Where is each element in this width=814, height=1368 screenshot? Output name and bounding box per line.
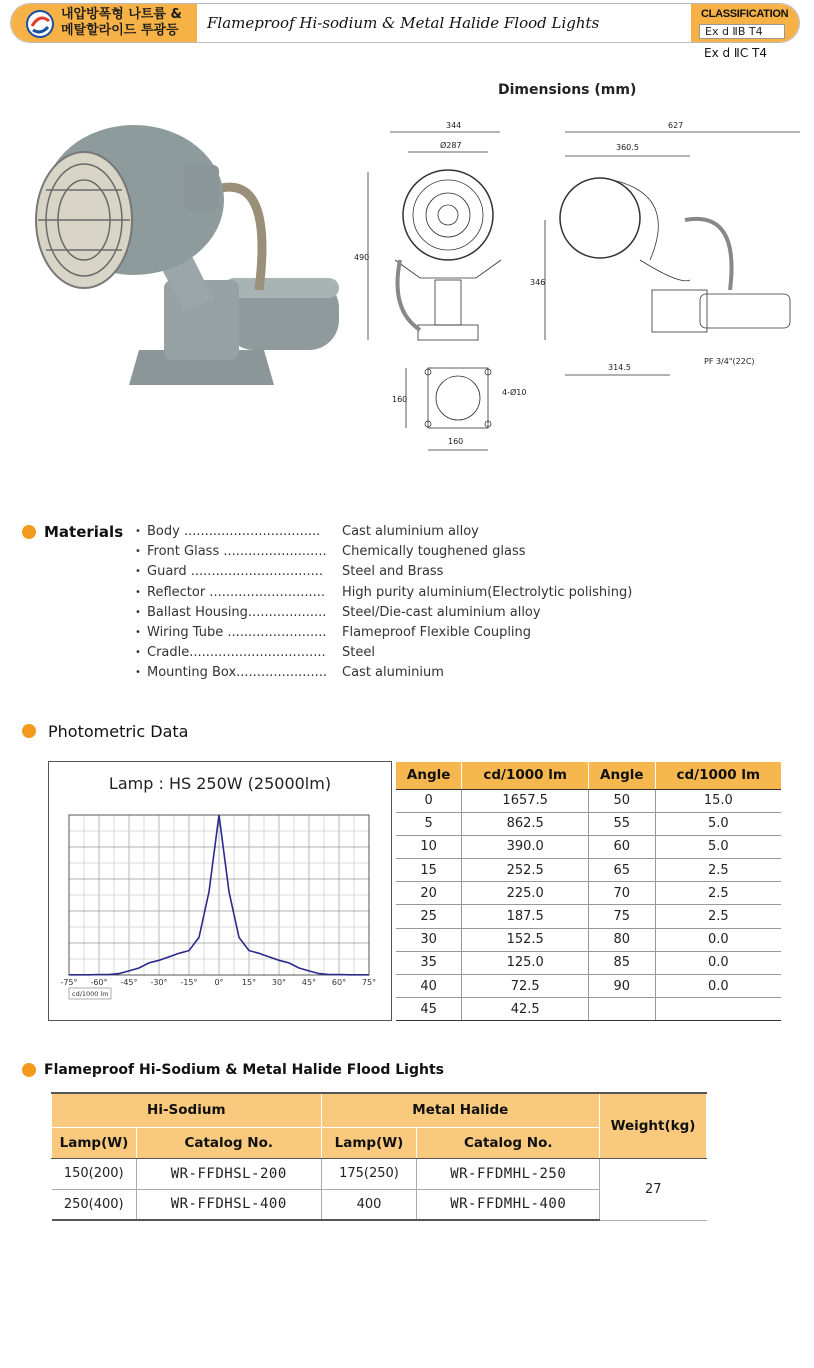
material-row xyxy=(135,643,655,663)
photometric-cell: 35 xyxy=(396,951,462,974)
photometric-cell: 125.0 xyxy=(462,951,589,974)
photometric-row xyxy=(396,998,781,1021)
photometric-cell: 80 xyxy=(588,928,655,951)
company-logo xyxy=(25,9,55,39)
bullet-dot: • xyxy=(135,606,141,618)
x-tick-label: -60° xyxy=(90,978,108,987)
photometric-header: cd/1000 lm xyxy=(655,762,781,789)
photometric-bullet xyxy=(22,724,36,738)
material-name: Body ................................. xyxy=(147,524,321,539)
x-tick-label: -30° xyxy=(150,978,168,987)
photometric-cell: 2.5 xyxy=(655,905,781,928)
product-bullet xyxy=(22,1063,36,1077)
photometric-cell: 2.5 xyxy=(655,882,781,905)
photometric-cell: 862.5 xyxy=(462,812,589,835)
photometric-cell: 75 xyxy=(588,905,655,928)
dim-base-depth: 160 xyxy=(392,395,408,404)
material-value: Steel/Die-cast aluminium alloy xyxy=(342,604,541,620)
x-tick-label: 0° xyxy=(214,978,224,987)
weight-value: 27 xyxy=(600,1158,707,1220)
photometric-table xyxy=(396,762,781,1021)
dim-base-width: 160 xyxy=(448,437,464,446)
korean-title-line1: 내압방폭형 나트륨 & xyxy=(61,7,182,22)
bullet-dot: • xyxy=(135,526,141,537)
material-name: Wiring Tube ........................ xyxy=(147,624,327,640)
korean-title-line2: 메탈할라이드 투광등 xyxy=(61,23,179,38)
material-value: Chemically toughened glass xyxy=(342,544,526,560)
photometric-row xyxy=(396,975,781,998)
bullet-dot: • xyxy=(135,586,141,598)
photometric-cell: 55 xyxy=(588,812,655,835)
photometric-cell: 50 xyxy=(588,789,655,812)
photometric-row xyxy=(396,812,781,835)
photometric-cell: 45 xyxy=(396,998,462,1021)
photometric-cell: 10 xyxy=(396,835,462,858)
material-row xyxy=(135,663,655,683)
dim-side-length: 627 xyxy=(668,121,684,130)
english-title: Flameproof Hi-sodium & Metal Halide Flood Lights xyxy=(207,14,600,32)
x-tick-label: 60° xyxy=(331,978,347,987)
photometric-row xyxy=(396,928,781,951)
photometric-cell: 5.0 xyxy=(655,812,781,835)
photometric-cell: 1657.5 xyxy=(462,789,589,812)
photometric-cell: 0.0 xyxy=(655,951,781,974)
hs-lamp-header: Lamp(W) xyxy=(52,1127,137,1158)
mh-catalog: WR-FFDMHL-400 xyxy=(417,1189,600,1220)
material-value: High purity aluminium(Electrolytic polishing) xyxy=(342,584,633,600)
dim-side-thread: PF 3/4"(22C) xyxy=(704,357,755,366)
material-name: Ballast Housing................... xyxy=(147,604,327,620)
product-photo xyxy=(24,110,344,390)
materials-list xyxy=(135,522,655,684)
material-name: Cradle................................. xyxy=(147,645,326,661)
photometric-cell: 60 xyxy=(588,835,655,858)
korean-title-panel xyxy=(11,4,197,42)
hs-catalog: WR-FFDHSL-200 xyxy=(136,1158,321,1189)
material-value: Steel and Brass xyxy=(342,564,444,580)
photometric-cell: 252.5 xyxy=(462,859,589,882)
product-title: Flameproof Hi-Sodium & Metal Halide Flood Lights xyxy=(44,1062,444,1078)
bullet-dot: • xyxy=(135,647,141,659)
classification-panel xyxy=(691,4,799,42)
photometric-cell xyxy=(655,998,781,1021)
x-tick-label: 75° xyxy=(361,978,377,987)
photometric-cell: 152.5 xyxy=(462,928,589,951)
photometric-cell: 5.0 xyxy=(655,835,781,858)
group-metal-halide: Metal Halide xyxy=(321,1093,600,1127)
hs-catalog-header: Catalog No. xyxy=(136,1127,321,1158)
mh-lamp-header: Lamp(W) xyxy=(321,1127,417,1158)
material-name: Mounting Box...................... xyxy=(147,665,328,681)
photometric-cell: 225.0 xyxy=(462,882,589,905)
dimensions-title: Dimensions (mm) xyxy=(498,82,637,98)
photometric-cell: 15 xyxy=(396,859,462,882)
mh-catalog: WR-FFDMHL-250 xyxy=(417,1158,600,1189)
photometric-cell: 187.5 xyxy=(462,905,589,928)
material-row xyxy=(135,603,655,623)
bullet-dot: • xyxy=(135,546,141,558)
page-header xyxy=(10,3,800,43)
photometric-cell: 0.0 xyxy=(655,928,781,951)
photometric-cell: 20 xyxy=(396,882,462,905)
dim-front-width: 344 xyxy=(446,121,462,130)
dim-base-holes: 4-Ø10 xyxy=(502,388,527,397)
material-name: Guard ................................ xyxy=(147,564,324,580)
photometric-cell: 65 xyxy=(588,859,655,882)
product-row xyxy=(52,1158,707,1189)
photometric-cell: 0.0 xyxy=(655,975,781,998)
hs-lamp: 150(200) xyxy=(52,1158,137,1189)
dim-side-height: 346 xyxy=(530,278,546,287)
photometric-row xyxy=(396,859,781,882)
mh-lamp: 175(250) xyxy=(321,1158,417,1189)
photometric-row xyxy=(396,882,781,905)
photometric-cell: 90 xyxy=(588,975,655,998)
group-hi-sodium: Hi-Sodium xyxy=(52,1093,322,1127)
photometric-row xyxy=(396,789,781,812)
chart-title: Lamp : HS 250W (25000lm) xyxy=(108,774,332,793)
product-table xyxy=(51,1092,707,1221)
material-row xyxy=(135,562,655,582)
dimension-drawings xyxy=(340,110,810,470)
material-name: Reflector ............................ xyxy=(147,584,326,600)
mh-lamp: 400 xyxy=(321,1189,417,1220)
photometric-cell: 42.5 xyxy=(462,998,589,1021)
dim-side-base: 314.5 xyxy=(608,363,631,372)
chart-plot xyxy=(49,762,393,1022)
photometric-cell: 70 xyxy=(588,882,655,905)
x-tick-label: 45° xyxy=(301,978,317,987)
dim-front-height: 490 xyxy=(354,253,370,262)
photometric-cell: 30 xyxy=(396,928,462,951)
x-tick-label: -15° xyxy=(180,978,198,987)
photometric-row xyxy=(396,835,781,858)
dim-side-head: 360.5 xyxy=(616,143,639,152)
photometric-cell: 2.5 xyxy=(655,859,781,882)
material-row xyxy=(135,583,655,603)
x-tick-label: -75° xyxy=(60,978,78,987)
photometric-cell: 0 xyxy=(396,789,462,812)
photometric-cell: 72.5 xyxy=(462,975,589,998)
bullet-dot: • xyxy=(135,667,141,679)
photometric-chart xyxy=(48,761,392,1021)
photometric-cell xyxy=(588,998,655,1021)
x-tick-label: 15° xyxy=(241,978,257,987)
photometric-cell: 25 xyxy=(396,905,462,928)
x-tick-label: -45° xyxy=(120,978,138,987)
material-name: Front Glass ......................... xyxy=(147,544,327,560)
material-row xyxy=(135,542,655,562)
hs-catalog: WR-FFDHSL-400 xyxy=(136,1189,321,1220)
classification-2: Ex d ⅡC T4 xyxy=(704,46,767,60)
photometric-cell: 40 xyxy=(396,975,462,998)
bullet-dot: • xyxy=(135,626,141,638)
bullet-dot: • xyxy=(135,566,141,578)
materials-title: Materials xyxy=(44,523,124,541)
x-tick-label: 30° xyxy=(271,978,287,987)
classification-label: CLASSIFICATION xyxy=(701,8,789,20)
photometric-row xyxy=(396,905,781,928)
photometric-cell: 390.0 xyxy=(462,835,589,858)
photometric-header: cd/1000 lm xyxy=(462,762,589,789)
photometric-header: Angle xyxy=(588,762,655,789)
photometric-cell: 15.0 xyxy=(655,789,781,812)
photometric-cell: 5 xyxy=(396,812,462,835)
photometric-row xyxy=(396,951,781,974)
photometric-title: Photometric Data xyxy=(48,722,189,741)
photometric-header: Angle xyxy=(396,762,462,789)
dim-front-diameter: Ø287 xyxy=(440,141,462,150)
material-row xyxy=(135,623,655,643)
material-value: Cast aluminium xyxy=(342,665,444,681)
material-value: Flameproof Flexible Coupling xyxy=(342,624,532,640)
classification-1: Ex d ⅡB T4 xyxy=(699,24,785,39)
mh-catalog-header: Catalog No. xyxy=(417,1127,600,1158)
weight-header: Weight(kg) xyxy=(600,1093,707,1158)
materials-bullet xyxy=(22,525,36,539)
y-axis-label: cd/1000 lm xyxy=(72,990,109,998)
material-row xyxy=(135,522,655,542)
material-value: Cast aluminium alloy xyxy=(342,524,479,539)
material-value: Steel xyxy=(342,645,375,661)
photometric-cell: 85 xyxy=(588,951,655,974)
hs-lamp: 250(400) xyxy=(52,1189,137,1220)
